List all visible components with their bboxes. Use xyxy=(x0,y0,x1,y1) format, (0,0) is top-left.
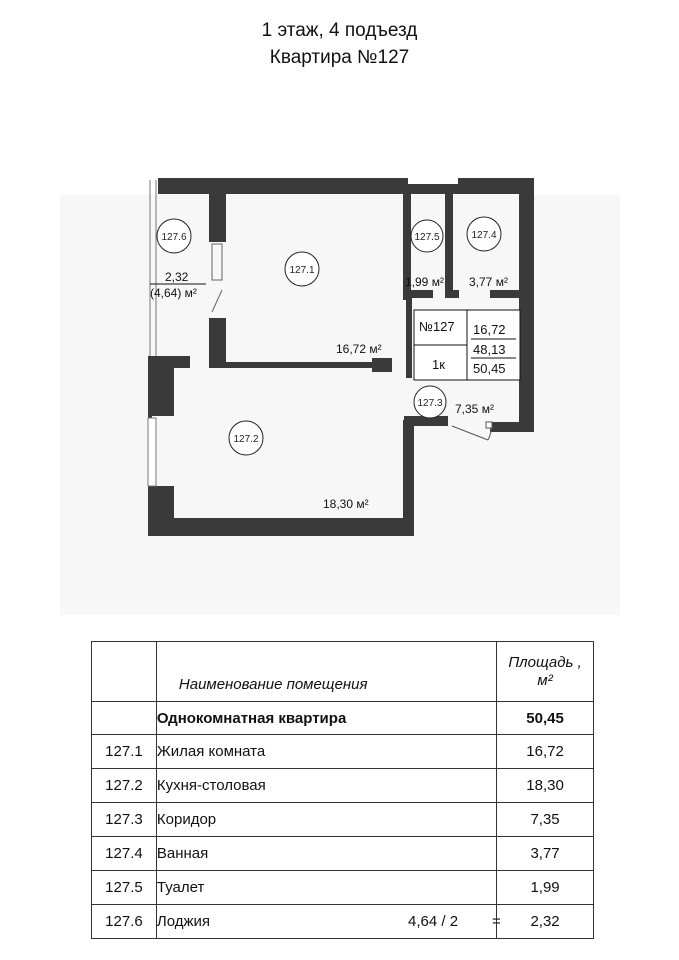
area-127-6: 2,32 xyxy=(165,270,189,284)
loggia-equals: = xyxy=(492,913,501,930)
summary-box xyxy=(414,310,520,380)
table-row xyxy=(92,769,594,803)
kitchen-window xyxy=(148,418,156,486)
header-name: Наименование помещения xyxy=(178,676,368,693)
header-area-2: м² xyxy=(537,671,553,689)
area-127-5: 1,99 м² xyxy=(405,275,444,289)
room-127-2-marker xyxy=(229,421,263,455)
table-header-row xyxy=(92,642,594,702)
svg-text:127.3: 127.3 xyxy=(417,398,443,409)
svg-text:127.1: 127.1 xyxy=(289,265,315,276)
row-area: 7,35 xyxy=(497,803,594,837)
row-name: Лоджия xyxy=(156,905,496,939)
area-127-2: 18,30 м² xyxy=(323,497,369,511)
row-num: 127.3 xyxy=(92,803,157,837)
floor-entrance-title: 1 этаж, 4 подъезд xyxy=(261,20,418,41)
rooms-table xyxy=(91,641,594,939)
room-127-1-marker xyxy=(285,252,319,286)
table-row xyxy=(92,837,594,871)
summary-apt-no: №127 xyxy=(419,319,455,334)
svg-text:127.6: 127.6 xyxy=(161,232,187,243)
row-name: Туалет xyxy=(156,871,496,905)
area-127-1: 16,72 м² xyxy=(336,342,382,356)
area-127-4: 3,77 м² xyxy=(469,275,508,289)
summary-rooms-count: 1к xyxy=(432,357,445,372)
summary-total-area: 48,13 xyxy=(473,342,506,357)
header-area-cell xyxy=(497,642,594,702)
svg-text:127.2: 127.2 xyxy=(233,434,259,445)
plan-background xyxy=(60,195,620,615)
area-127-6-full: (4,64) м² xyxy=(150,286,197,300)
room-127-6-marker xyxy=(157,219,191,253)
summary-living-area: 16,72 xyxy=(473,322,506,337)
apartment-title: Квартира №127 xyxy=(269,47,410,68)
header-name-cell xyxy=(156,642,496,702)
row-name: Жилая комната xyxy=(156,735,496,769)
table-row xyxy=(92,735,594,769)
table-row xyxy=(92,871,594,905)
apartment-row xyxy=(92,702,594,735)
row-num: 127.5 xyxy=(92,871,157,905)
row-area: 1,99 xyxy=(497,871,594,905)
row-name: Кухня-столовая xyxy=(156,769,496,803)
summary-total-with-loggia: 50,45 xyxy=(473,361,506,376)
row-area: 2,32 xyxy=(497,905,594,939)
svg-text:127.4: 127.4 xyxy=(471,230,497,241)
row-area: 16,72 xyxy=(497,735,594,769)
apartment-area: 50,45 xyxy=(497,702,594,735)
room-127-4-marker xyxy=(467,217,501,251)
row-num: 127.6 xyxy=(92,905,157,939)
row-name: Коридор xyxy=(156,803,496,837)
area-127-3: 7,35 м² xyxy=(455,402,494,416)
header-area-1: Площадь , xyxy=(508,653,582,671)
apartment-label: Однокомнатная квартира xyxy=(156,702,496,735)
table-row xyxy=(92,803,594,837)
header-num-cell xyxy=(92,642,157,702)
room-127-5-marker xyxy=(411,220,443,252)
row-num: 127.4 xyxy=(92,837,157,871)
row-num: 127.1 xyxy=(92,735,157,769)
svg-text:127.5: 127.5 xyxy=(414,232,440,243)
loggia-formula: 4,64 / 2 xyxy=(408,913,459,930)
row-area: 18,30 xyxy=(497,769,594,803)
row-name: Ванная xyxy=(156,837,496,871)
room-127-3-marker xyxy=(414,386,446,418)
apartment-num-cell xyxy=(92,702,157,735)
row-num: 127.2 xyxy=(92,769,157,803)
row-area: 3,77 xyxy=(497,837,594,871)
table-row xyxy=(92,905,594,939)
